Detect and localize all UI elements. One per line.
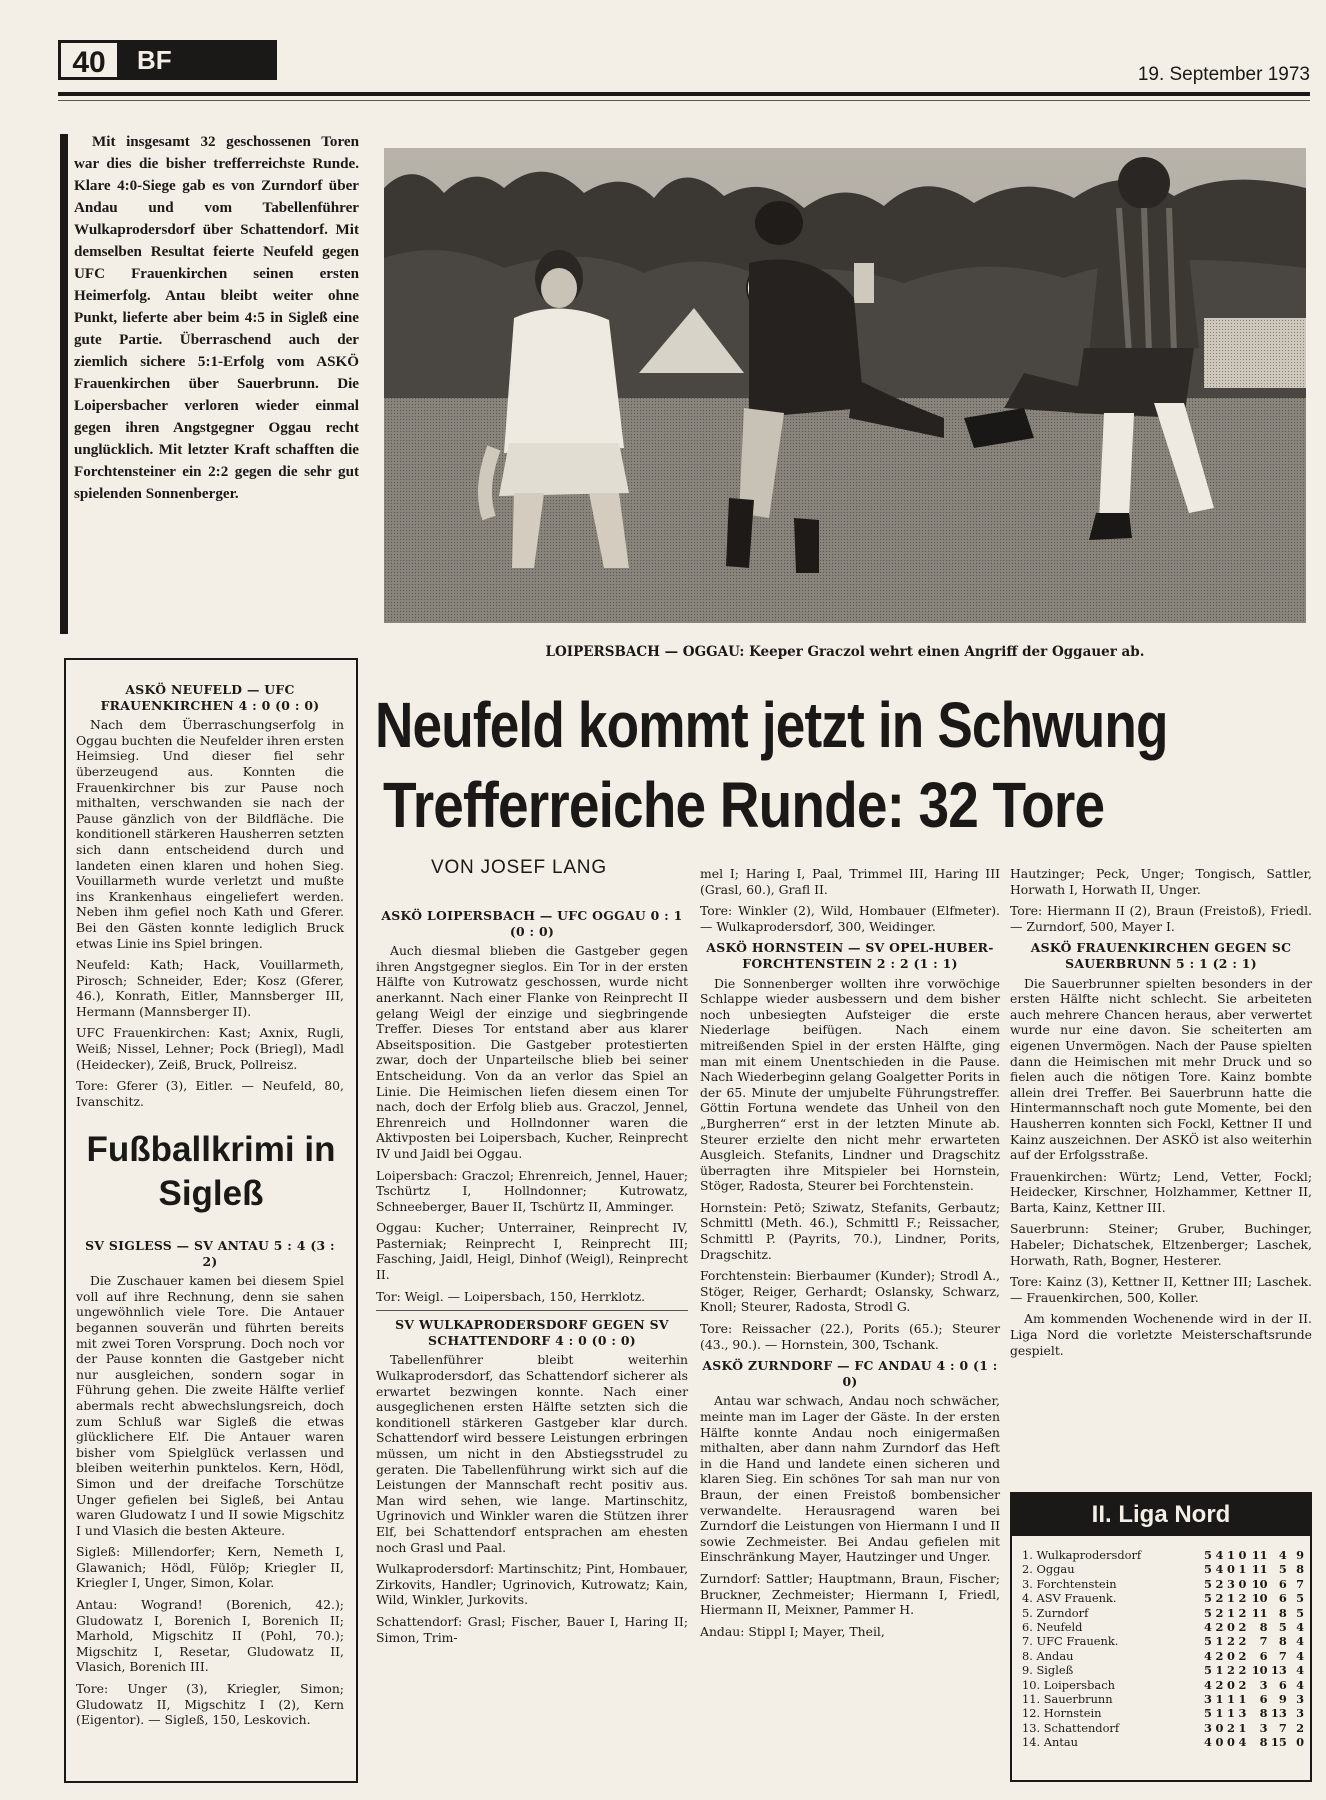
issue-date: 19. September 1973 xyxy=(1137,64,1310,85)
league-row xyxy=(1022,1721,1304,1735)
match-report-hornstein: Die Sonnenberger wollten ihre vorwöchige Schlappe wieder ausbessern und dem bisher noch unbesiegten Aufsteiger die erste Niederlage beifügen. Nach einem mitreißenden Spiel in der ersten Hälfte, ging man mit einem Unentschieden in die Pause. Nach Wiederbeginn gelang Goalgetter Porits in der 65. Minute der umjubelte Führungstreffer. Göttin Fortuna wendete das Unheil von den „Burgherren“ erst in der letzten Minute ab. Steurer erzielte den nicht mehr erwarteten Ausgleich. Stefanits, Lindner und Dragschitz überragten ihre Mitspieler bei Hornstein, Stöger, Radosta, Steurer bei Forchtenstein. xyxy=(700,975,1000,1194)
match-report-frauenkirchen: Die Sauerbrunner spielten besonders in der ersten Hälfte nicht schlecht. Sie arbeiteten auch mehrere Chancen heraus, aber verwertet wurde nur eine davon. Sie scheiterten am eigenen Unvermögen. Nach der Pause spielten dann die Heimischen mit mehr Druck und so fielen auch die nötigen Tore. Kainz bombte allein drei Treffer. Bei Sauerbrunn hatte die Hintermannschaft noch gute Momente, bei den Hausherren konnten sich Fockl, Kettner II und Kainz auszeichnen. Der ASKÖ ist also weiterhin auf der Erfolgsstraße. xyxy=(1010,975,1312,1163)
league-stat-l: 2 xyxy=(1238,1677,1247,1692)
byline: VON JOSEF LANG xyxy=(431,857,607,878)
league-team: 12. Hornstein xyxy=(1022,1706,1102,1721)
league-stat-l: 1 xyxy=(1238,1692,1247,1707)
lineup-andau: Andau: Stippl I; Mayer, Theil, xyxy=(700,1623,885,1639)
league-row xyxy=(1022,1678,1304,1692)
league-stat-w: 1 xyxy=(1215,1706,1224,1721)
league-team: 2. Oggau xyxy=(1022,1562,1075,1577)
league-stat-p: 5 xyxy=(1296,1605,1305,1620)
match-head-hornstein: ASKÖ HORNSTEIN — SV OPEL-HUBER-FORCHTENSTEIN 2 : 2 (1 : 1) xyxy=(706,940,994,971)
league-stat-ga: 6 xyxy=(1278,1576,1287,1591)
league-stat-ga: 5 xyxy=(1278,1562,1287,1577)
lineup-sigless: Sigleß: Millendorfer; Kern, Nemeth I, Glawanich; Hödl, Fülöp; Kriegler II, Kriegler I, Unger, Simon, Kolar. xyxy=(76,1544,344,1591)
league-stat-gf: 11 xyxy=(1251,1605,1268,1620)
league-team: 5. Zurndorf xyxy=(1022,1605,1089,1620)
league-stat-l: 2 xyxy=(1238,1591,1247,1606)
league-stat-p: 4 xyxy=(1296,1634,1305,1649)
league-stat-s: 5 xyxy=(1203,1591,1212,1606)
league-stat-d: 1 xyxy=(1227,1548,1235,1562)
lineup-oggau: Oggau: Kucher; Unterrainer, Reinprecht IV, Pasterniak; Reinprecht I, Reinprecht III; Fasching, Jaidl, Heigl, Dinhof (Weigl), Reinprecht II. xyxy=(376,1220,688,1283)
league-row xyxy=(1022,1692,1304,1706)
headline-main: Neufeld kommt jetzt in Schwung xyxy=(375,689,1168,761)
league-stat-ga: 4 xyxy=(1278,1548,1287,1562)
league-row xyxy=(1022,1649,1304,1663)
league-row xyxy=(1022,1591,1304,1605)
league-stat-p: 0 xyxy=(1296,1735,1305,1750)
league-stat-gf: 7 xyxy=(1259,1634,1268,1649)
header-rule-thin xyxy=(58,100,1310,101)
league-stat-w: 0 xyxy=(1215,1735,1224,1750)
goals-loipersbach: Tor: Weigl. — Loipersbach, 150, Herrklotz. xyxy=(376,1288,646,1304)
league-stat-d: 1 xyxy=(1227,1605,1235,1620)
league-row xyxy=(1022,1634,1304,1648)
league-stat-l: 2 xyxy=(1238,1605,1247,1620)
league-stat-d: 0 xyxy=(1227,1677,1235,1692)
lineup-frauenkirchen: Frauenkirchen: Würtz; Lend, Vetter, Fockl; Heidecker, Kirschner, Holzhammer, Kettner II, Barta, Kainz, Kettner III. xyxy=(1010,1168,1312,1215)
lineup-schattendorf: Schattendorf: Grasl; Fischer, Bauer I, Haring II; Simon, Trim- xyxy=(376,1613,688,1645)
league-stat-d: 3 xyxy=(1227,1576,1235,1591)
sidebar-column-bottom xyxy=(76,1232,344,1734)
league-stat-w: 1 xyxy=(1215,1663,1224,1678)
league-stat-w: 2 xyxy=(1215,1591,1224,1606)
league-row xyxy=(1022,1562,1304,1576)
league-team: 13. Schattendorf xyxy=(1022,1720,1120,1735)
teaser-bar xyxy=(60,134,68,634)
league-stat-ga: 6 xyxy=(1278,1591,1287,1606)
league-team: 6. Neufeld xyxy=(1022,1620,1083,1635)
lineup-antau: Antau: Wogrand! (Borenich, 42.); Gludowatz I, Borenich I, Borenich II; Marhold, Migschitz II (Pohl, 70.); Migschitz I, Resetar, Gludowatz II, Vlasich, Borenich III. xyxy=(76,1597,344,1675)
league-stat-l: 0 xyxy=(1238,1576,1247,1591)
league-stat-l: 1 xyxy=(1238,1720,1247,1735)
match-head-zurndorf: ASKÖ ZURNDORF — FC ANDAU 4 : 0 (1 : 0) xyxy=(702,1358,998,1389)
league-stat-ga: 8 xyxy=(1278,1605,1287,1620)
league-stat-gf: 8 xyxy=(1259,1706,1268,1721)
league-stat-w: 4 xyxy=(1215,1548,1224,1562)
league-stat-gf: 8 xyxy=(1259,1620,1268,1635)
league-stat-s: 4 xyxy=(1203,1620,1212,1635)
league-team: 11. Sauerbrunn xyxy=(1022,1692,1113,1707)
lineup-andau-cont: Hautzinger; Peck, Unger; Tongisch, Sattler, Horwath I, Horwath II, Unger. xyxy=(1010,866,1312,897)
league-stat-s: 4 xyxy=(1203,1648,1212,1663)
league-stat-d: 2 xyxy=(1227,1720,1235,1735)
league-stat-ga: 13 xyxy=(1270,1663,1287,1678)
league-row xyxy=(1022,1620,1304,1634)
lineup-schattendorf-cont: mel I; Haring I, Paal, Trimmel III, Haring III (Grasl, 60.), Grafl II. xyxy=(700,866,1000,897)
league-stat-p: 7 xyxy=(1296,1576,1305,1591)
league-stat-s: 4 xyxy=(1203,1677,1212,1692)
league-stat-s: 5 xyxy=(1203,1548,1212,1562)
league-team: 7. UFC Frauenk. xyxy=(1022,1634,1119,1649)
match-report-sigless: Die Zuschauer kamen bei diesem Spiel voll auf ihre Rechnung, denn sie sahen ungewöhnlich viele Tore. Die Antauer begannen souverän und führten bereits mit zwei Toren Vorsprung. Doch noch vor der Pause konnten die Gastgeber nicht nur ausgleichen, sondern sogar in Führung gehen. Die zweite Hälfte verlief abermals recht abwechslungsreich, doch zum Schluß war Sigleß die etwas glücklichere Elf. Die Antauer waren bisher vom Spielglück verlassen und bleiben weiterhin punktelos. Kern, Hödl, Simon und der dreifache Torschütze Unger gefielen bei Sigleß, bei Antau waren Gludowatz I und II sowie Migschitz I und Vlasich die besten Akteure. xyxy=(76,1273,344,1538)
league-stat-w: 2 xyxy=(1215,1576,1224,1591)
league-stat-s: 5 xyxy=(1203,1663,1212,1678)
match-report-loipersbach: Auch diesmal blieben die Gastgeber gegen ihren Angstgegner sieglos. Ein Tor in der ersten Hälfte von Kutrowatz geschossen, wurde nicht anerkannt. Nach einer Flanke von Reinprecht II gelang Weigl der einzige und siegbringende Treffer. Dieses Tor entstand aber aus klarer Abseitsposition. Die Gastgeber protestierten zwar, doch der Unparteilsche blieb bei seiner Entscheidung. Von da an verlor das Spiel an Linie. Die Heimischen liefen diesem einen Tor nach, doch der Erfolg blieb aus. Graczol, Jennel, Ehrenreich und Hollndonner waren die Aktivposten bei Loipersbach, Kucher, Reinprecht IV und Jaidl bei Oggau. xyxy=(376,943,688,1161)
goals-neufeld: Tore: Gferer (3), Eitler. — Neufeld, 80, Ivanschitz. xyxy=(76,1078,344,1109)
lineup-hornstein: Hornstein: Petö; Sziwatz, Stefanits, Gerbautz; Schmittl (Meth. 46.), Schmittl F.; Reissacher, Schmittl P. (Payrits, 70.), Lindner, Porits, Dragschitz. xyxy=(700,1199,1000,1262)
lineup-loipersbach: Loipersbach: Graczol; Ehrenreich, Jennel, Hauer; Tschürtz I, Hollndonner; Kutrowatz, Schneeberger, Bauer II, Tschürtz II, Amminger. xyxy=(376,1167,688,1214)
lineup-neufeld: Neufeld: Kath; Hack, Vouillarmeth, Pirosch; Schneider, Eder; Kosz (Gferer, 46.), Konrath, Eitler, Mannsberger III, Hermann (Mannsberger II). xyxy=(76,957,344,1019)
league-stat-ga: 7 xyxy=(1278,1648,1287,1663)
league-stat-p: 4 xyxy=(1296,1620,1305,1635)
league-stat-d: 1 xyxy=(1227,1706,1235,1721)
league-stat-l: 2 xyxy=(1238,1634,1247,1649)
goals-hornstein: Tore: Reissacher (22.), Porits (65.); Steurer (43., 90.). — Hornstein, 300, Tschank. xyxy=(700,1321,1000,1352)
lineup-ufc: UFC Frauenkirchen: Kast; Axnix, Rugli, Weiß; Nissel, Lehner; Pock (Briegl), Madl (Heidecker), Zeiß, Bruck, Pollreisz. xyxy=(76,1025,344,1072)
column-divider xyxy=(376,1310,688,1311)
lineup-zurndorf: Zurndorf: Sattler; Hauptmann, Braun, Fischer; Bruckner, Zechmeister; Hiermann I, Friedl, Hiermann II, Meixner, Pammer H. xyxy=(700,1570,1000,1618)
league-stat-ga: 5 xyxy=(1278,1620,1287,1635)
league-stat-s: 3 xyxy=(1203,1720,1212,1735)
goals-zurndorf: Tore: Hiermann II (2), Braun (Freistoß), Friedl. — Zurndorf, 500, Mayer I. xyxy=(1010,903,1312,934)
league-stat-gf: 11 xyxy=(1251,1548,1268,1562)
league-stat-ga: 9 xyxy=(1278,1692,1287,1707)
match-head-neufeld: ASKÖ NEUFELD — UFC FRAUENKIRCHEN 4 : 0 (0 : 0) xyxy=(100,682,320,713)
article-column-4 xyxy=(1010,866,1312,1364)
league-stat-p: 8 xyxy=(1296,1562,1305,1577)
league-stat-s: 3 xyxy=(1203,1692,1212,1707)
match-report-wulka: Tabellenführer bleibt weiterhin Wulkaprodersdorf, das Schattendorf sicherer als erwartet bezwingen konnte. Nach einer ausgeglichenen ersten Hälfte setzten sich die konditionell stärkeren Gastgeber klar durch. Schattendorf wird bessere Leistungen erbringen müssen, um nicht in den Abstiegsstrudel zu geraten. Die Tabellenführung wirkt sich auf die Leistungen der Mannschaft recht positiv aus. Man wird sehen, wie lange. Martinschitz, Ugrinovich und Winkler waren die Stützen ihrer Elf, bei Schattendorf entsprachen am ehesten noch Grasl und Paal. xyxy=(376,1352,688,1555)
league-stat-l: 4 xyxy=(1238,1735,1247,1750)
league-stat-d: 2 xyxy=(1227,1663,1235,1678)
league-stat-d: 1 xyxy=(1227,1591,1235,1606)
league-stat-gf: 6 xyxy=(1259,1692,1268,1707)
league-stat-l: 3 xyxy=(1238,1706,1247,1721)
league-stat-l: 2 xyxy=(1238,1648,1247,1663)
league-row xyxy=(1022,1577,1304,1591)
league-stat-w: 1 xyxy=(1215,1692,1224,1707)
match-report-zurndorf: Antau war schwach, Andau noch schwächer, meinte man im Lager der Gäste. In der ersten Hälfte konnte Andau noch einigermaßen mithalten, aber dann nahm Zurndorf das Heft in die Hand und landete einen sicheren und klaren Sieg. Ein schönes Tor sah man nur von Braun, der einen Freistoß bombensicher verwandelte. Herausragend waren bei Zurndorf die Leistungen von Hiermann I und II sowie Zechmeister. Bei Andau gefielen mit Einschränkung Mayer, Hautzinger und Unger. xyxy=(700,1393,1000,1565)
league-row xyxy=(1022,1663,1304,1677)
teaser-text: Mit insgesamt 32 geschossenen Toren war dies die bisher trefferreichste Runde. Klare 4:0-Siege gab es von Zurndorf über Andau und vom Tabellenführer Wulkaprodersdorf über Schattendorf. Mit demselben Resultat feierte Neufeld gegen UFC Frauenkirchen seinen ersten Heimerfolg. Antau bleibt weiter ohne Punkt, lieferte aber beim 4:5 in Sigleß eine gute Partie. Überraschend auch der ziemlich sichere 5:1-Erfolg vom ASKÖ Frauenkirchen über Sauerbrunn. Die Loipersbacher verloren wieder einmal gegen ihren Angstgegner Oggau recht unglücklich. Mit letzter Kraft schafften die Forchtensteiner ein 2:2 gegen die sehr gut spielenden Sonnenberger. xyxy=(74,134,359,502)
league-stat-p: 9 xyxy=(1296,1548,1305,1562)
league-stat-l: 0 xyxy=(1238,1548,1247,1562)
league-stat-ga: 6 xyxy=(1278,1677,1287,1692)
league-stat-l: 1 xyxy=(1238,1562,1247,1577)
league-team: 8. Andau xyxy=(1022,1648,1074,1663)
league-stat-ga: 7 xyxy=(1278,1720,1287,1735)
lineup-forchtenstein: Forchtenstein: Bierbaumer (Kunder); Strodl A., Stöger, Reiger, Gerhardt; Oslansky, Schwarz, Knoll; Steurer, Radosta, Strodl G. xyxy=(700,1268,1000,1315)
sidebar-column-top xyxy=(76,676,344,1115)
league-stat-l: 2 xyxy=(1238,1620,1247,1635)
league-stat-w: 4 xyxy=(1215,1562,1224,1577)
league-stat-gf: 3 xyxy=(1259,1677,1268,1692)
league-stat-p: 4 xyxy=(1296,1648,1305,1663)
headline-sub: Trefferreiche Runde: 32 Tore xyxy=(383,769,1105,841)
lineup-wulka: Wulkaprodersdorf: Martinschitz; Pint, Hombauer, Zirkovits, Handler; Ugrinovich, Kutrowatz; Kain, Wild, Winkler, Jurkovits. xyxy=(376,1561,689,1608)
league-stat-gf: 3 xyxy=(1259,1720,1268,1735)
match-head-wulka: SV WULKAPRODERSDORF GEGEN SV SCHATTENDORF 4 : 0 (0 : 0) xyxy=(395,1317,669,1348)
league-stat-gf: 10 xyxy=(1251,1663,1268,1678)
league-stat-d: 0 xyxy=(1227,1735,1235,1750)
football-photo xyxy=(384,148,1306,623)
league-team: 1. Wulkaprodersdorf xyxy=(1022,1548,1142,1562)
league-stat-p: 3 xyxy=(1296,1706,1305,1721)
league-stat-d: 1 xyxy=(1227,1692,1235,1707)
league-stat-ga: 15 xyxy=(1270,1735,1287,1750)
league-stat-w: 0 xyxy=(1215,1720,1224,1735)
match-report-neufeld: Nach dem Überraschungserfolg in Oggau buchten die Neufelder ihren ersten Heimsieg. Und dieser fiel sehr überzeugend aus. Konnten die Frauenkirchner bis zur Pause noch mithalten, verschwanden sie nach der Pause gänzlich von der Bildfläche. Die konditionell stärkeren Hausherren setzten sich dann entscheidend durch und landeten einen klaren und hohen Sieg. Vouillarmeth wurde verletzt und mußte ins Krankenhaus eingeliefert werden. Neben ihm gefiel noch Kath und Gferer. Bei den Gästen konnte lediglich Bruck etwas Linie ins Spiel bringen. xyxy=(76,717,344,951)
league-stat-w: 2 xyxy=(1215,1648,1224,1663)
league-team: 3. Forchtenstein xyxy=(1022,1576,1117,1591)
goals-wulka: Tore: Winkler (2), Wild, Hombauer (Elfmeter). — Wulkaprodersdorf, 300, Weidinger. xyxy=(700,903,1000,934)
league-stat-ga: 13 xyxy=(1270,1706,1287,1721)
league-stat-gf: 8 xyxy=(1259,1735,1268,1750)
league-stat-s: 4 xyxy=(1203,1735,1212,1750)
league-stat-s: 5 xyxy=(1203,1706,1212,1721)
header-rule xyxy=(58,92,1310,96)
league-stat-l: 2 xyxy=(1238,1663,1247,1678)
league-table xyxy=(1022,1548,1304,1750)
league-stat-p: 3 xyxy=(1296,1692,1305,1707)
league-stat-gf: 11 xyxy=(1251,1562,1268,1577)
league-stat-w: 2 xyxy=(1215,1677,1224,1692)
section-label: BF xyxy=(117,40,277,80)
league-stat-w: 2 xyxy=(1215,1620,1224,1635)
krimi-headline: Fußballkrimi in Sigleß xyxy=(86,1130,336,1213)
goals-sigless: Tore: Unger (3), Kriegler, Simon; Gludowatz II, Migschitz I (2), Kern (Eigentor). — Sigleß, 150, Leskovich. xyxy=(76,1681,344,1728)
match-head-loipersbach: ASKÖ LOIPERSBACH — UFC OGGAU 0 : 1 (0 : 0) xyxy=(381,908,683,939)
league-stat-p: 4 xyxy=(1296,1677,1305,1692)
league-title: II. Liga Nord xyxy=(1091,1501,1231,1528)
league-stat-gf: 10 xyxy=(1251,1591,1268,1606)
league-stat-p: 2 xyxy=(1296,1720,1305,1735)
league-row xyxy=(1022,1606,1304,1620)
match-head-frauenkirchen: ASKÖ FRAUENKIRCHEN GEGEN SC SAUERBRUNN 5 : 1 (2 : 1) xyxy=(1030,940,1292,971)
league-stat-d: 0 xyxy=(1227,1562,1235,1577)
article-column-3 xyxy=(700,866,1000,1645)
league-stat-p: 4 xyxy=(1296,1663,1305,1678)
league-team: 9. Sigleß xyxy=(1022,1663,1074,1678)
goals-frauenkirchen: Tore: Kainz (3), Kettner II, Kettner III; Laschek. — Frauenkirchen, 500, Koller. xyxy=(1010,1274,1312,1305)
league-stat-d: 0 xyxy=(1227,1648,1235,1663)
league-stat-d: 2 xyxy=(1227,1634,1235,1649)
league-stat-w: 2 xyxy=(1215,1605,1224,1620)
lineup-sauerbrunn: Sauerbrunn: Steiner; Gruber, Buchinger, Habeler; Dichatschek, Eltzenberger; Laschek, Horwath, Rath, Bogner, Hesterer. xyxy=(1010,1221,1312,1268)
league-stat-w: 1 xyxy=(1215,1634,1224,1649)
league-team: 4. ASV Frauenk. xyxy=(1022,1591,1117,1606)
page-number: 40 xyxy=(58,40,120,80)
league-stat-p: 5 xyxy=(1296,1591,1305,1606)
league-team: 10. Loipersbach xyxy=(1022,1677,1115,1692)
photo-caption: LOIPERSBACH — OGGAU: Keeper Graczol wehrt einen Angriff der Oggauer ab. xyxy=(545,644,1145,660)
league-team: 14. Antau xyxy=(1022,1735,1079,1750)
league-stat-gf: 10 xyxy=(1251,1576,1268,1591)
league-stat-d: 0 xyxy=(1227,1620,1235,1635)
outro-text: Am kommenden Wochenende wird in der II. Liga Nord die vorletzte Meisterschaftsrunde gespielt. xyxy=(1010,1311,1312,1358)
league-stat-s: 5 xyxy=(1203,1576,1212,1591)
league-stat-s: 5 xyxy=(1203,1562,1212,1577)
league-row xyxy=(1022,1548,1304,1562)
league-row xyxy=(1022,1735,1304,1749)
league-stat-s: 5 xyxy=(1203,1605,1212,1620)
league-stat-ga: 8 xyxy=(1278,1634,1287,1649)
match-head-sigless: SV SIGLESS — SV ANTAU 5 : 4 (3 : 2) xyxy=(85,1238,335,1269)
league-stat-s: 5 xyxy=(1203,1634,1212,1649)
league-stat-gf: 6 xyxy=(1259,1648,1268,1663)
article-column-2 xyxy=(376,902,688,1651)
league-row xyxy=(1022,1706,1304,1720)
